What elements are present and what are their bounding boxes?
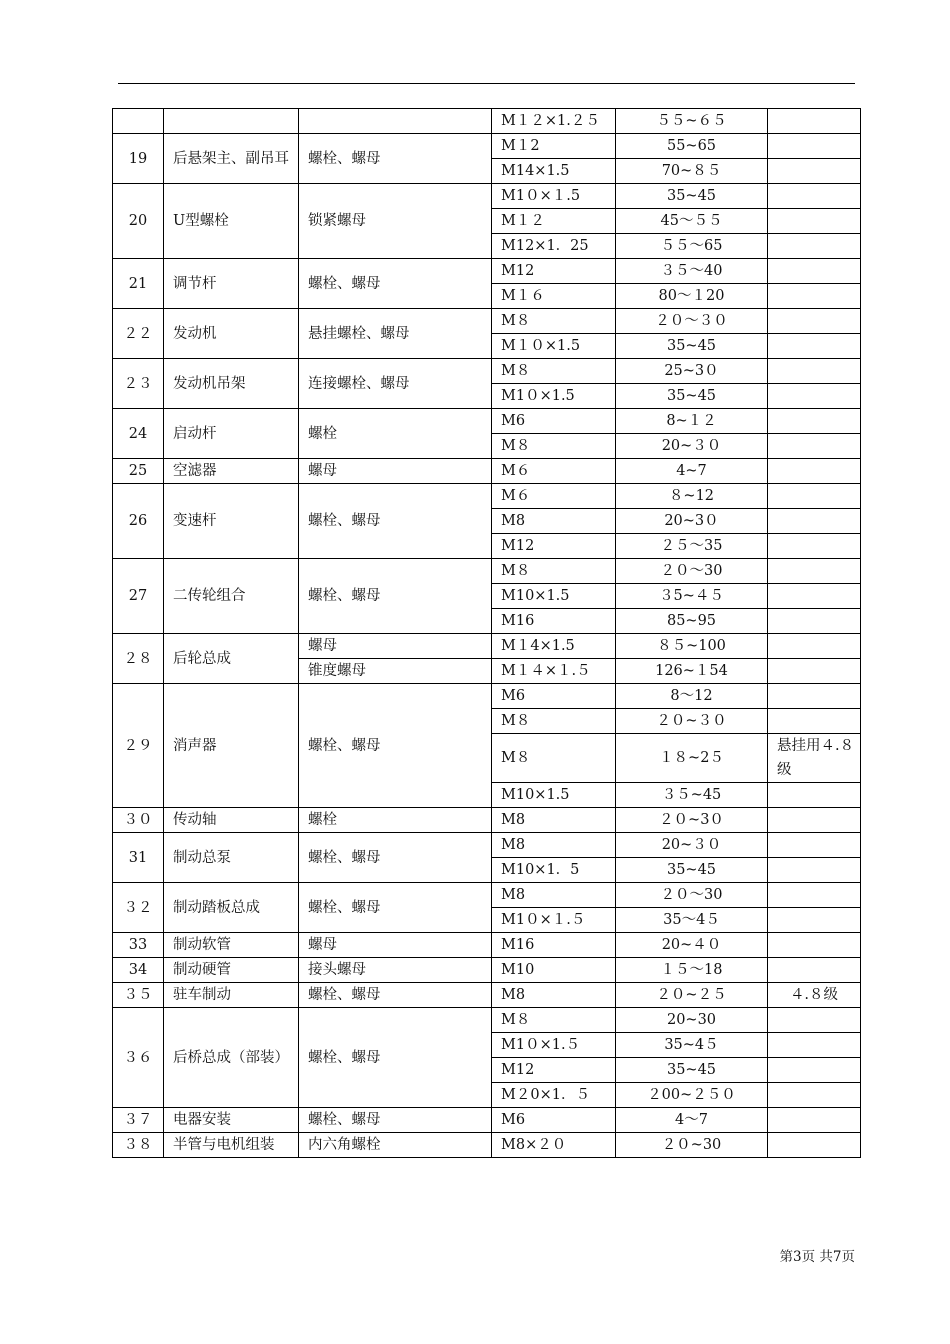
note xyxy=(768,1083,861,1108)
note xyxy=(768,334,861,359)
table-row xyxy=(113,1133,861,1158)
torque-value: ５５~６５ xyxy=(616,109,768,134)
note xyxy=(768,134,861,159)
torque-value: １８~2５ xyxy=(616,734,768,783)
item-number: ３２ xyxy=(113,883,164,933)
item-number: ２８ xyxy=(113,634,164,684)
thread-size: M8 xyxy=(492,833,616,858)
item-number: 21 xyxy=(113,259,164,309)
torque-value: 85~95 xyxy=(616,609,768,634)
table-row xyxy=(113,883,861,908)
table-row xyxy=(113,808,861,833)
thread-size: M８ xyxy=(492,709,616,734)
fastener-type: 螺栓、螺母 xyxy=(299,1008,492,1108)
part-name: 变速杆 xyxy=(164,484,299,559)
torque-value: 35~45 xyxy=(616,384,768,409)
torque-value: ２０~3０ xyxy=(616,808,768,833)
fastener-type xyxy=(299,109,492,134)
table-row xyxy=(113,309,861,334)
torque-value: 35~45 xyxy=(616,184,768,209)
thread-size: M１２×1.２５ xyxy=(492,109,616,134)
note: 悬挂用４.８级 xyxy=(768,734,861,783)
part-name: U型螺栓 xyxy=(164,184,299,259)
note xyxy=(768,609,861,634)
part-name: 发动机 xyxy=(164,309,299,359)
table-row xyxy=(113,484,861,509)
thread-size: M8 xyxy=(492,983,616,1008)
note xyxy=(768,509,861,534)
table-row xyxy=(113,833,861,858)
fastener-type: 锥度螺母 xyxy=(299,659,492,684)
item-number: 26 xyxy=(113,484,164,559)
part-name: 后悬架主、副吊耳 xyxy=(164,134,299,184)
note xyxy=(768,783,861,808)
table-row xyxy=(113,1108,861,1133)
thread-size: M６ xyxy=(492,484,616,509)
torque-value: ２０～30 xyxy=(616,883,768,908)
thread-size: M８ xyxy=(492,734,616,783)
fastener-type: 螺母 xyxy=(299,459,492,484)
table-row xyxy=(113,933,861,958)
thread-size: M１０×1.5 xyxy=(492,334,616,359)
part-name: 制动硬管 xyxy=(164,958,299,983)
thread-size: M２0×1．５ xyxy=(492,1083,616,1108)
torque-value: ２０~２５ xyxy=(616,983,768,1008)
thread-size: M16 xyxy=(492,933,616,958)
fastener-type: 螺栓、螺母 xyxy=(299,134,492,184)
torque-value: 55~65 xyxy=(616,134,768,159)
torque-value: 35~45 xyxy=(616,858,768,883)
note xyxy=(768,284,861,309)
note: ４.８级 xyxy=(768,983,861,1008)
item-number xyxy=(113,109,164,134)
note xyxy=(768,384,861,409)
thread-size: M10 xyxy=(492,958,616,983)
torque-value: 8~１２ xyxy=(616,409,768,434)
thread-size: M10×1.5 xyxy=(492,584,616,609)
torque-value: 20~４０ xyxy=(616,933,768,958)
thread-size: M6 xyxy=(492,1108,616,1133)
table-row xyxy=(113,109,861,134)
torque-value: 45～５５ xyxy=(616,209,768,234)
note xyxy=(768,184,861,209)
thread-size: M８ xyxy=(492,309,616,334)
note xyxy=(768,584,861,609)
table-row xyxy=(113,559,861,584)
fastener-type: 螺栓、螺母 xyxy=(299,1108,492,1133)
header-rule xyxy=(118,83,855,84)
note xyxy=(768,534,861,559)
fastener-type: 螺栓、螺母 xyxy=(299,259,492,309)
note xyxy=(768,659,861,684)
thread-size: M8×２０ xyxy=(492,1133,616,1158)
fastener-type: 螺栓 xyxy=(299,409,492,459)
item-number: 19 xyxy=(113,134,164,184)
item-number: ２２ xyxy=(113,309,164,359)
thread-size: M8 xyxy=(492,509,616,534)
thread-size: M1０×１.５ xyxy=(492,908,616,933)
fastener-type: 螺母 xyxy=(299,933,492,958)
thread-size: M10×1.5 xyxy=(492,783,616,808)
thread-size: M16 xyxy=(492,609,616,634)
part-name: 二传轮组合 xyxy=(164,559,299,634)
thread-size: M1０×1.5 xyxy=(492,384,616,409)
note xyxy=(768,1008,861,1033)
table-row xyxy=(113,409,861,434)
fastener-type: 螺栓、螺母 xyxy=(299,833,492,883)
torque-value: 4～7 xyxy=(616,1108,768,1133)
item-number: 31 xyxy=(113,833,164,883)
item-number: 25 xyxy=(113,459,164,484)
fastener-type: 悬挂螺栓、螺母 xyxy=(299,309,492,359)
part-name: 半管与电机组装 xyxy=(164,1133,299,1158)
item-number: ３５ xyxy=(113,983,164,1008)
thread-size: M１4×1.5 xyxy=(492,634,616,659)
fastener-type: 螺栓、螺母 xyxy=(299,484,492,559)
table-row xyxy=(113,259,861,284)
thread-size: M１2 xyxy=(492,134,616,159)
fastener-type: 锁紧螺母 xyxy=(299,184,492,259)
part-name: 后轮总成 xyxy=(164,634,299,684)
item-number: ２９ xyxy=(113,684,164,808)
item-number: ３６ xyxy=(113,1008,164,1108)
note xyxy=(768,459,861,484)
item-number: ２３ xyxy=(113,359,164,409)
note xyxy=(768,259,861,284)
table-row xyxy=(113,359,861,384)
table-row xyxy=(113,134,861,159)
thread-size: M12 xyxy=(492,1058,616,1083)
thread-size: M1０×１.5 xyxy=(492,184,616,209)
note xyxy=(768,1133,861,1158)
part-name: 空滤器 xyxy=(164,459,299,484)
fastener-type: 内六角螺栓 xyxy=(299,1133,492,1158)
part-name xyxy=(164,109,299,134)
item-number: 20 xyxy=(113,184,164,259)
item-number: 34 xyxy=(113,958,164,983)
torque-value: 80～１20 xyxy=(616,284,768,309)
thread-size: M8 xyxy=(492,808,616,833)
part-name: 电器安装 xyxy=(164,1108,299,1133)
thread-size: M１６ xyxy=(492,284,616,309)
thread-size: M12 xyxy=(492,259,616,284)
note xyxy=(768,684,861,709)
torque-value: 25~3０ xyxy=(616,359,768,384)
note xyxy=(768,709,861,734)
table-row xyxy=(113,634,861,659)
part-name: 启动杆 xyxy=(164,409,299,459)
note xyxy=(768,434,861,459)
part-name: 驻车制动 xyxy=(164,983,299,1008)
note xyxy=(768,634,861,659)
torque-value: 70~８５ xyxy=(616,159,768,184)
torque-value: 35~45 xyxy=(616,1058,768,1083)
item-number: 33 xyxy=(113,933,164,958)
fastener-type: 螺栓 xyxy=(299,808,492,833)
thread-size: M6 xyxy=(492,684,616,709)
note xyxy=(768,559,861,584)
fastener-type: 螺栓、螺母 xyxy=(299,684,492,808)
fastener-type: 螺栓、螺母 xyxy=(299,983,492,1008)
thread-size: M8 xyxy=(492,883,616,908)
thread-size: M14×1.5 xyxy=(492,159,616,184)
torque-value: 35～4５ xyxy=(616,908,768,933)
thread-size: M1０×1.５ xyxy=(492,1033,616,1058)
part-name: 制动总泵 xyxy=(164,833,299,883)
note xyxy=(768,159,861,184)
thread-size: M８ xyxy=(492,434,616,459)
note xyxy=(768,359,861,384)
part-name: 消声器 xyxy=(164,684,299,808)
table-row xyxy=(113,983,861,1008)
table-row xyxy=(113,684,861,709)
table-row xyxy=(113,459,861,484)
torque-value: ３5~４５ xyxy=(616,584,768,609)
note xyxy=(768,833,861,858)
table-row xyxy=(113,958,861,983)
note xyxy=(768,484,861,509)
fastener-type: 螺栓、螺母 xyxy=(299,883,492,933)
note xyxy=(768,109,861,134)
torque-value: ３５~45 xyxy=(616,783,768,808)
torque-value: ３５～40 xyxy=(616,259,768,284)
page-footer: 第3页 共7页 xyxy=(779,1249,855,1265)
fastener-type: 接头螺母 xyxy=(299,958,492,983)
thread-size: M６ xyxy=(492,459,616,484)
thread-size: M８ xyxy=(492,1008,616,1033)
note xyxy=(768,808,861,833)
thread-size: M10×1．5 xyxy=(492,858,616,883)
fastener-type: 螺母 xyxy=(299,634,492,659)
note xyxy=(768,933,861,958)
part-name: 传动轴 xyxy=(164,808,299,833)
thread-size: M6 xyxy=(492,409,616,434)
torque-value: 20~３０ xyxy=(616,833,768,858)
torque-value: ８~12 xyxy=(616,484,768,509)
note xyxy=(768,958,861,983)
part-name: 制动软管 xyxy=(164,933,299,958)
note xyxy=(768,209,861,234)
torque-value: 4~7 xyxy=(616,459,768,484)
thread-size: M12×1．25 xyxy=(492,234,616,259)
part-name: 制动踏板总成 xyxy=(164,883,299,933)
fastener-type: 连接螺栓、螺母 xyxy=(299,359,492,409)
part-name: 调节杆 xyxy=(164,259,299,309)
part-name: 发动机吊架 xyxy=(164,359,299,409)
item-number: ３８ xyxy=(113,1133,164,1158)
torque-value: 20~3０ xyxy=(616,509,768,534)
torque-value: ２０～30 xyxy=(616,559,768,584)
note xyxy=(768,1108,861,1133)
thread-size: M８ xyxy=(492,559,616,584)
torque-value: １５～18 xyxy=(616,958,768,983)
item-number: 24 xyxy=(113,409,164,459)
torque-value: 20~３０ xyxy=(616,434,768,459)
note xyxy=(768,1058,861,1083)
torque-value: 126~１54 xyxy=(616,659,768,684)
torque-value: ２０～３０ xyxy=(616,309,768,334)
torque-value: ２０~３０ xyxy=(616,709,768,734)
note xyxy=(768,858,861,883)
table-row xyxy=(113,1008,861,1033)
torque-value: ２00~２５０ xyxy=(616,1083,768,1108)
thread-size: M８ xyxy=(492,359,616,384)
note xyxy=(768,409,861,434)
table-row xyxy=(113,184,861,209)
thread-size: M12 xyxy=(492,534,616,559)
note xyxy=(768,883,861,908)
torque-value: ２０~30 xyxy=(616,1133,768,1158)
torque-value: 35~45 xyxy=(616,334,768,359)
item-number: 27 xyxy=(113,559,164,634)
note xyxy=(768,908,861,933)
torque-value: ５５～65 xyxy=(616,234,768,259)
item-number: ３０ xyxy=(113,808,164,833)
fastener-type: 螺栓、螺母 xyxy=(299,559,492,634)
torque-value: ２５～35 xyxy=(616,534,768,559)
note xyxy=(768,309,861,334)
torque-value: 35~4５ xyxy=(616,1033,768,1058)
torque-spec-table xyxy=(112,108,861,1158)
torque-value: ８５~100 xyxy=(616,634,768,659)
note xyxy=(768,1033,861,1058)
note xyxy=(768,234,861,259)
thread-size: M１２ xyxy=(492,209,616,234)
thread-size: M１４×１.５ xyxy=(492,659,616,684)
torque-value: 8～12 xyxy=(616,684,768,709)
torque-value: 20~30 xyxy=(616,1008,768,1033)
part-name: 后桥总成（部装） xyxy=(164,1008,299,1108)
item-number: ３７ xyxy=(113,1108,164,1133)
